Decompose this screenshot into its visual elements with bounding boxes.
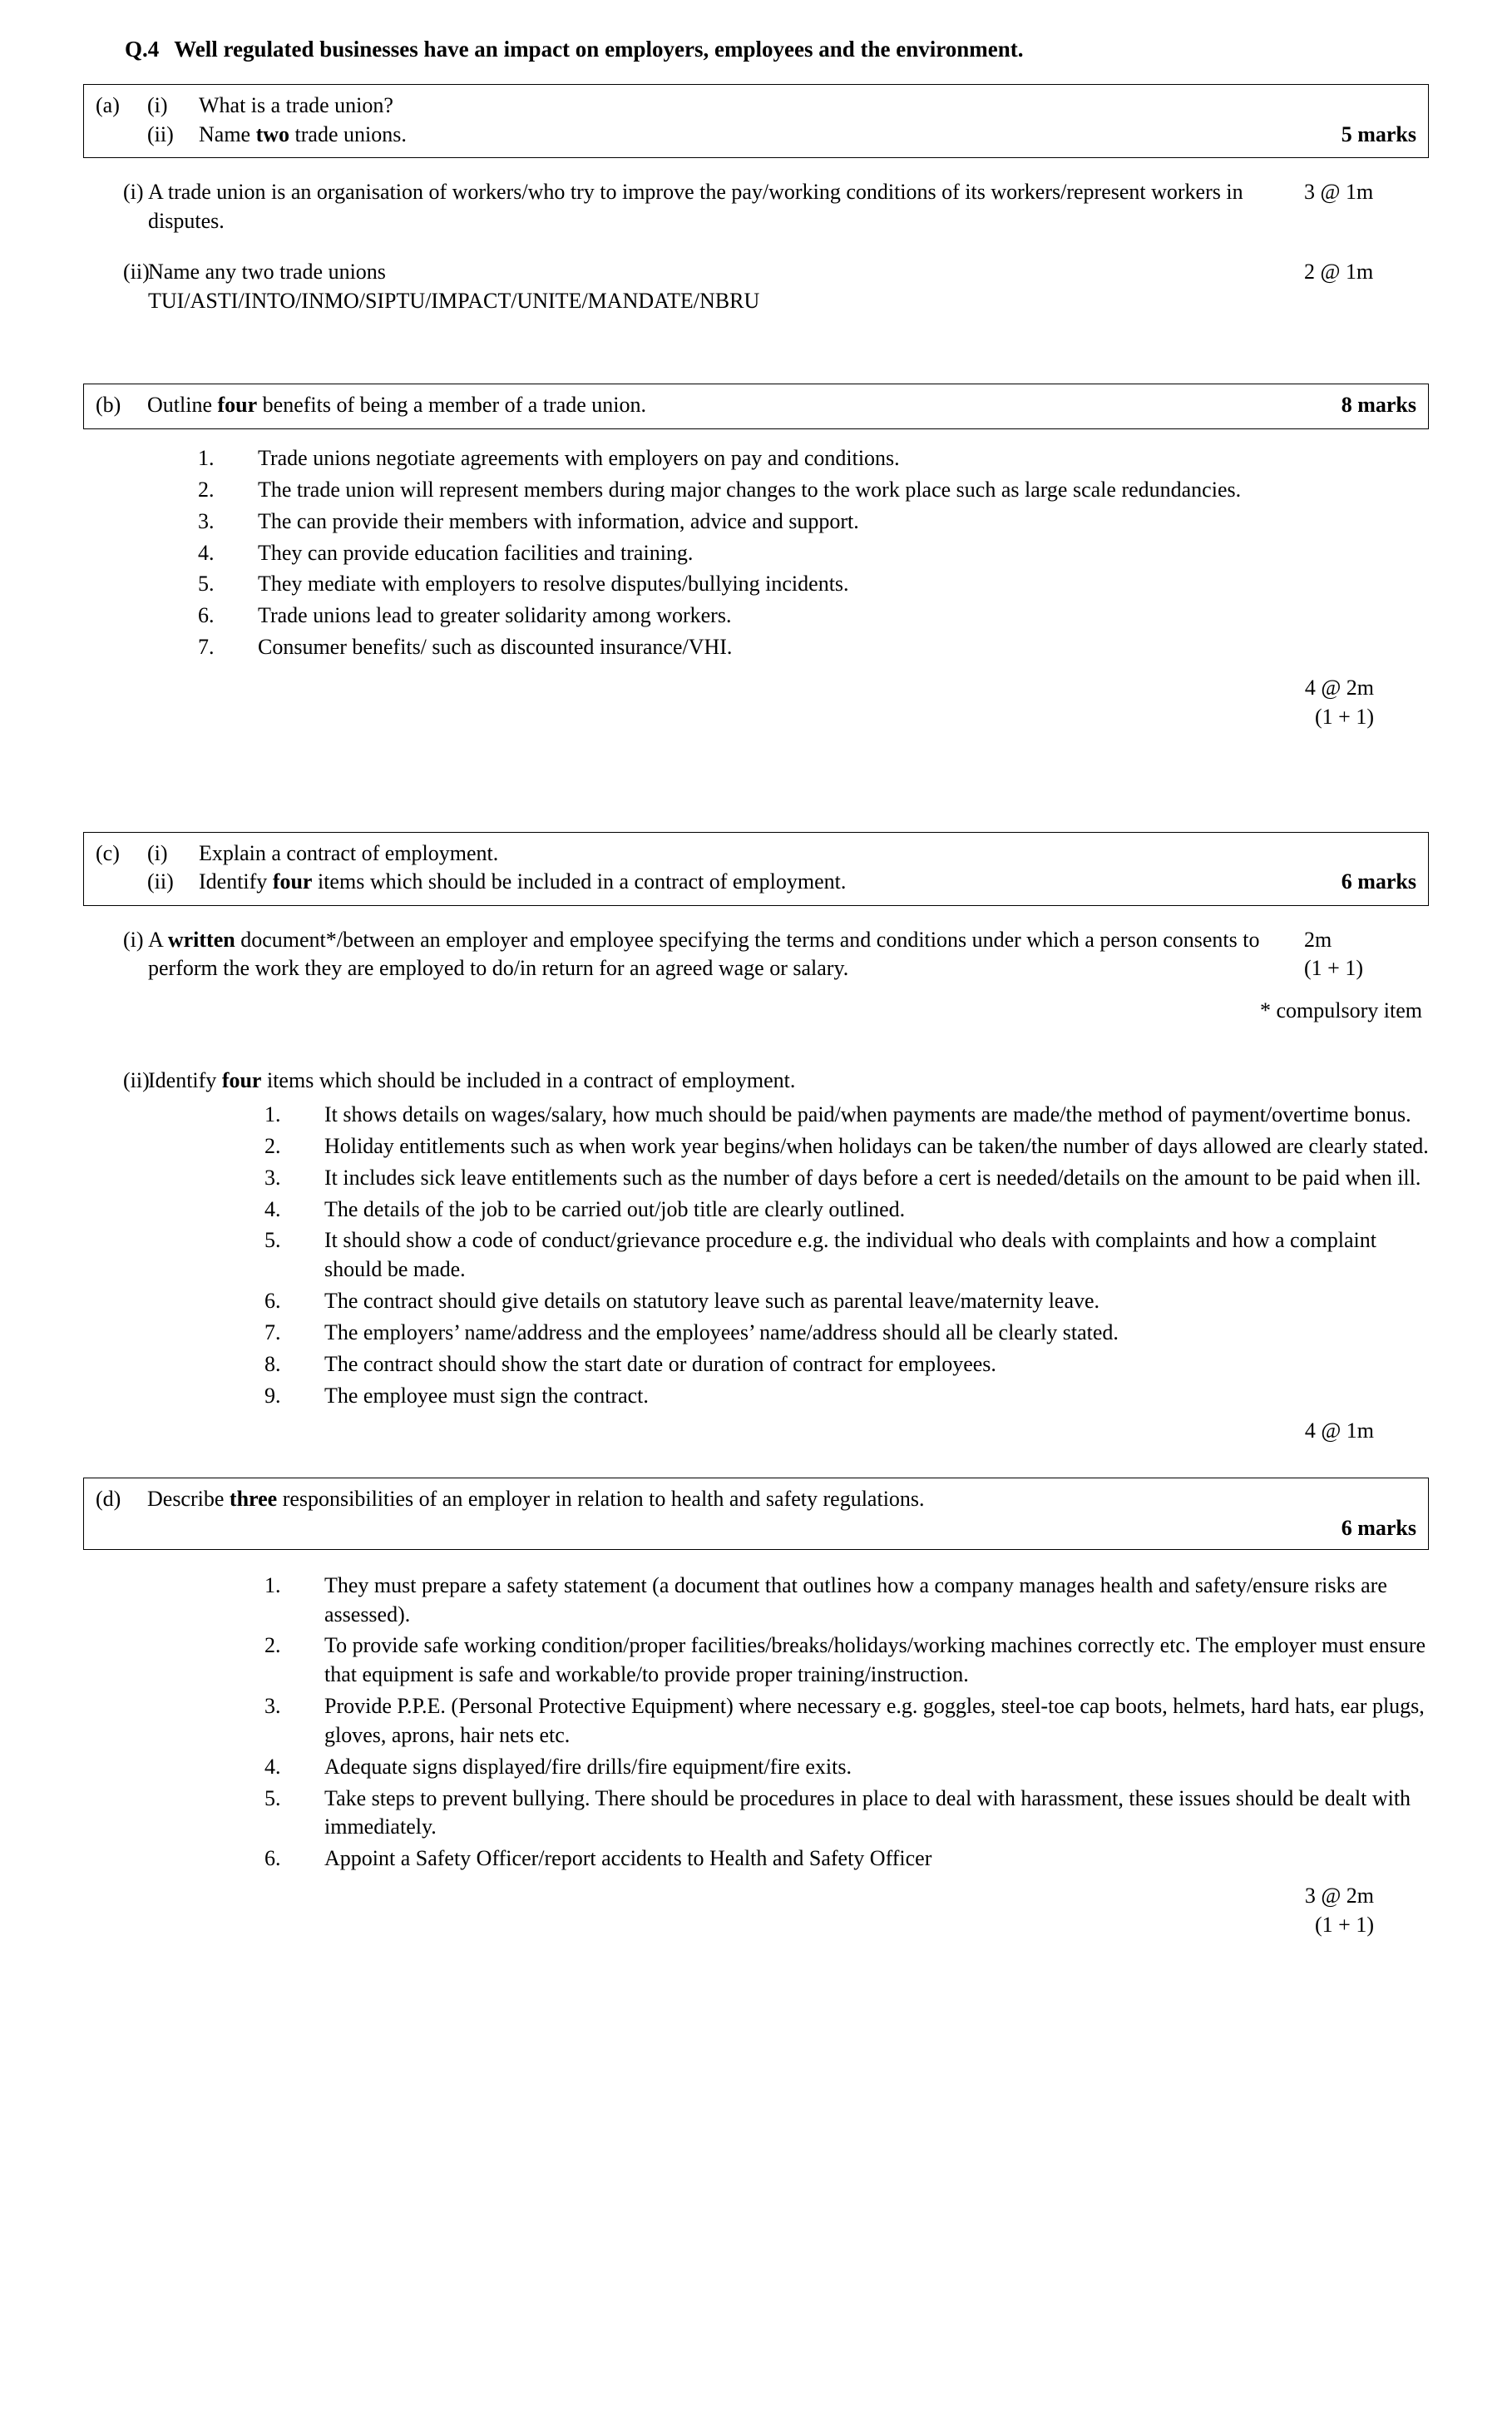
list-item: 1. They must prepare a safety statement (a document that outlines how a company manages health and safety/ensure risks are assessed). [264,1572,1387,1626]
part-c-prompt-ii [96,868,1416,897]
part-a-label: (a) [96,93,120,117]
part-c-roman-i: (i) [147,840,168,865]
part-c-label: (c) [96,840,120,865]
list-item: 7. Consumer benefits/ such as discounted insurance/VHI. [198,635,733,660]
list-item: 8. The contract should show the start date or duration of contract for employees. [264,1351,996,1376]
part-c-roman-ii: (ii) [147,869,174,894]
part-c-answer-i [83,926,1429,984]
part-a-answer-i-roman: (i) [123,180,144,205]
part-a-marks: 5 marks [1341,121,1416,146]
part-a-prompt-i [96,92,1416,121]
list-item: 3. It includes sick leave entitlements such as the number of days before a cert is needed/details on the amount to be paid when ill. [264,1165,1421,1190]
part-c-marks: 6 marks [1341,869,1416,894]
part-b-answer-list [198,444,1429,662]
page-title [125,37,1429,62]
part-a-answer-i-mark: 3 @ 1m [1304,180,1374,205]
part-b-mark-allocation [83,674,1429,732]
list-item: 2. The trade union will represent members during major changes to the work place such as large scale redundancies. [198,477,1242,502]
part-c-footnote: * compulsory item [1260,998,1422,1023]
part-d-answer-list [264,1572,1429,1874]
part-c-answer-i-row [83,926,1429,984]
part-b-marks: 8 marks [1341,393,1416,418]
part-b-box [83,384,1429,429]
part-a-roman-ii: (ii) [147,121,174,146]
part-b-prompt-text: Outline four benefits of being a member of a trade union. [147,393,647,418]
list-item: 4. The details of the job to be carried out/job title are clearly outlined. [264,1196,906,1221]
list-item: 5. Take steps to prevent bullying. There should be procedures in place to deal with harassment, these issues should be dealt with immediately. [264,1785,1411,1839]
list-item: 3. Provide P.P.E. (Personal Protective Equipment) where necessary e.g. goggles, steel-toe cap boots, helmets, hard hats, ear plugs, gloves, aprons, hair nets etc. [264,1694,1425,1747]
part-d-mark-line-1: 3 @ 2m [1304,1884,1374,1909]
part-c-answer-i-text: A written document*/between an employer and employee specifying the terms and conditions under which a person consents to perform the work they are employed to do/in return for an agreed wage or salary. [148,927,1260,981]
list-item: 2. Holiday entitlements such as when work year begins/when holidays can be taken/the number of days allowed are clearly stated. [264,1133,1429,1158]
part-b-label: (b) [96,393,121,418]
part-c-mark-allocation [83,1417,1429,1446]
part-b-mark-line-2: (1 + 1) [1315,704,1374,729]
part-c-answer-ii [83,1067,1429,1096]
part-a-answers [83,178,1429,315]
list-item: 6. The contract should give details on statutory leave such as parental leave/maternity leave. [264,1289,1100,1314]
part-a-answer-ii-roman: (ii) [123,259,150,284]
part-d-prompt-text: Describe three responsibilities of an employer in relation to health and safety regulations. [147,1487,925,1512]
part-a-prompt-i-text: What is a trade union? [199,93,393,117]
part-c-answer-list [264,1101,1429,1410]
part-c-answer-ii-heading: Identify four items which should be included in a contract of employment. [148,1068,796,1093]
part-c-prompt-i-text: Explain a contract of employment. [199,840,499,865]
list-item: 5. It should show a code of conduct/grievance procedure e.g. the individual who deals with complaints and how a complaint should be made. [264,1228,1376,1282]
list-item: 1. Trade unions negotiate agreements with employers on pay and conditions. [198,446,900,471]
part-d-label: (d) [96,1487,121,1512]
part-d-mark-line-2: (1 + 1) [1315,1912,1374,1937]
part-a-roman-i: (i) [147,93,168,117]
question-number: Q.4 [125,37,160,62]
part-a-answer-i-text: A trade union is an organisation of workers/who try to improve the pay/working conditions of its workers/represent workers in disputes. [148,180,1243,233]
list-item: 2. To provide safe working condition/proper facilities/breaks/holidays/working machines correctly etc. The employer must ensure that equipment is safe and workable/to provide proper training/instruction. [264,1633,1426,1687]
part-a-prompt-ii-text: Name two trade unions. [199,121,407,146]
list-item: 1. It shows details on wages/salary, how much should be paid/when payments are made/the method of payment/overtime bonus. [264,1102,1411,1127]
list-item: 3. The can provide their members with information, advice and support. [198,508,859,533]
part-b-mark-line-1: 4 @ 2m [1304,675,1374,700]
list-item: 9. The employee must sign the contract. [264,1383,649,1408]
list-item: 6. Trade unions lead to greater solidarity among workers. [198,603,732,628]
part-d-box [83,1478,1429,1550]
part-c-prompt-i [96,839,1416,869]
part-c-answer-i-mark: 2m (1 + 1) [1304,927,1363,981]
part-b-prompt [96,391,1416,420]
part-c-answer-ii-roman: (ii) [123,1068,150,1093]
question-title: Well regulated businesses have an impact on employers, employees and the environment. [174,37,1024,62]
list-item: 4. Adequate signs displayed/fire drills/fire equipment/fire exits. [264,1754,852,1779]
part-d-prompt [96,1485,1416,1514]
part-a-box [83,84,1429,158]
list-item: 5. They mediate with employers to resolve disputes/bullying incidents. [198,572,849,597]
part-a-answer-ii-mark: 2 @ 1m [1304,259,1374,284]
list-item: 6. Appoint a Safety Officer/report accidents to Health and Safety Officer [264,1846,932,1871]
part-c-answer-ii-heading-row [83,1067,1429,1096]
part-d-marks: 6 marks [1341,1515,1416,1540]
part-a-answer-ii-text: Name any two trade unions TUI/ASTI/INTO/INMO/SIPTU/IMPACT/UNITE/MANDATE/NBRU [148,259,760,313]
list-item: 4. They can provide education facilities and training. [198,540,694,565]
part-c-mark-line-1: 4 @ 1m [1304,1418,1374,1443]
part-c-answer-i-roman: (i) [123,927,144,952]
part-a-prompt-ii [96,121,1416,150]
part-c-prompt-ii-text: Identify four items which should be included in a contract of employment. [199,869,847,894]
part-c-box [83,832,1429,906]
part-d-mark-allocation [83,1882,1429,1940]
list-item: 7. The employers’ name/address and the employees’ name/address should all be clearly stated. [264,1319,1119,1344]
part-a-answer-ii [83,258,1429,316]
part-a-answer-i [83,178,1429,236]
